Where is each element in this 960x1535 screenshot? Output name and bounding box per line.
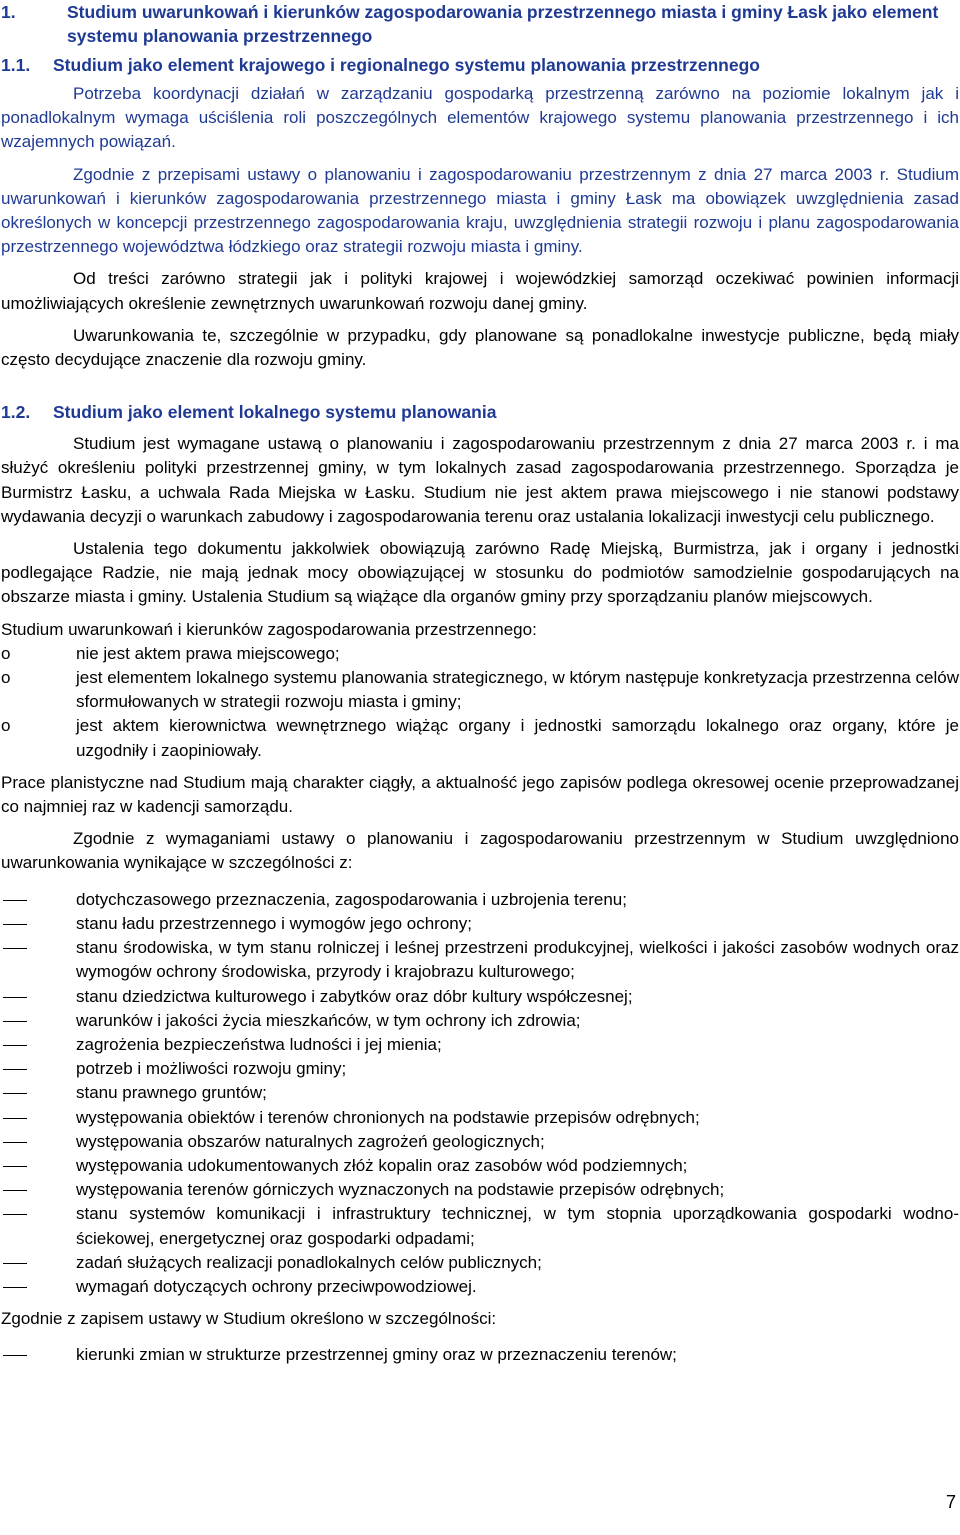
circle-bullet-icon: o bbox=[1, 668, 11, 688]
paragraph: Uwarunkowania te, szczególnie w przypadku, gdy planowane są ponadlokalne inwestycje publiczne, będą miały często decydujące znaczenie dla rozwoju gminy. bbox=[1, 325, 959, 370]
dash-bullet-icon bbox=[1, 936, 76, 984]
paragraph: Zgodnie z wymaganiami ustawy o planowaniu i zagospodarowaniu przestrzennym w Studium uwzględniono uwarunkowania wynikające w szczególności z: bbox=[1, 829, 959, 873]
list-item: stanu ładu przestrzennego i wymogów jego ochrony; bbox=[1, 912, 959, 936]
dash-bullet-icon bbox=[1, 985, 76, 1009]
dash-list-2 bbox=[1, 1343, 959, 1367]
heading-number: 1.1. bbox=[1, 55, 31, 75]
dash-bullet-icon bbox=[1, 1057, 76, 1081]
list-intro: Studium uwarunkowań i kierunków zagospodarowania przestrzennego: bbox=[1, 619, 537, 639]
list-item: potrzeb i możliwości rozwoju gminy; bbox=[1, 1057, 959, 1081]
list-item: o nie jest aktem prawa miejscowego; bbox=[1, 642, 959, 666]
list-item: kierunki zmian w strukturze przestrzennej gminy oraz w przeznaczeniu terenów; bbox=[1, 1343, 959, 1367]
dash-bullet-icon bbox=[1, 1343, 76, 1367]
dash-bullet-icon bbox=[1, 1202, 76, 1250]
list-item: stanu systemów komunikacji i infrastruktury technicznej, w tym stopnia uporządkowania gospodarki wodno-ściekowej, energetycznej oraz gospodarki odpadami; bbox=[1, 1202, 959, 1250]
dash-bullet-icon bbox=[1, 1275, 76, 1299]
paragraph: Od treści zarówno strategii jak i polityki krajowej i wojewódzkiej samorząd oczekiwać powinien informacji umożliwiających określenie zewnętrznych uwarunkowań rozwoju danej gminy. bbox=[1, 269, 959, 313]
dash-bullet-icon bbox=[1, 888, 76, 912]
list-item: stanu prawnego gruntów; bbox=[1, 1081, 959, 1105]
dash-bullet-icon bbox=[1, 1251, 76, 1275]
section-heading-1-2 bbox=[1, 400, 959, 424]
dash-list bbox=[1, 888, 959, 1299]
list-item: wymagań dotyczących ochrony przeciwpowodziowej. bbox=[1, 1275, 959, 1299]
dash-bullet-icon bbox=[1, 1081, 76, 1105]
paragraph: Ustalenia tego dokumentu jakkolwiek obowiązują zarówno Radę Miejską, Burmistrza, jak i organy i jednostki podlegające Radzie, nie mają jednak mocy obowiązującej w stosunku do podmiotów samodzielnie gospodarujących na obszarze miasta i gminy. Ustalenia Studium są wiążące dla organów gminy przy sporządzaniu planów miejscowych. bbox=[1, 539, 959, 607]
list-item: o jest aktem kierownictwa wewnętrznego wiążąc organy i jednostki samorządu lokalnego oraz organy, które je uzgodniły i zaopiniowały. bbox=[1, 714, 959, 762]
heading-number: 1.2. bbox=[1, 402, 31, 423]
page-number: 7 bbox=[945, 1492, 956, 1512]
list-item: zadań służących realizacji ponadlokalnych celów publicznych; bbox=[1, 1251, 959, 1275]
circle-bullet-icon: o bbox=[1, 643, 11, 663]
dash-bullet-icon bbox=[1, 1178, 76, 1202]
paragraph: Zgodnie z przepisami ustawy o planowaniu i zagospodarowaniu przestrzennym z dnia 27 marca 2003 r. Studium uwarunkowań i kierunków zagospodarowania przestrzennego miasta i gminy Łask ma obowiązek uwzględnienia zasad określonych w koncepcji przestrzennego zagospodarowania kraju, uwzględnienia strategii rozwoju i planu zagospodarowania przestrzennego województwa łódzkiego oraz strategii rozwoju miasta i gminy. bbox=[1, 164, 959, 257]
list-item: stanu środowiska, w tym stanu rolniczej i leśnej przestrzeni produkcyjnej, wielkości i jakości zasobów wodnych oraz wymogów ochrony środowiska, przyrody i krajobrazu kulturowego; bbox=[1, 936, 959, 984]
dash-bullet-icon bbox=[1, 1130, 76, 1154]
list-item: zagrożenia bezpieczeństwa ludności i jej mienia; bbox=[1, 1033, 959, 1057]
heading-text: Studium jako element krajowego i regionalnego systemu planowania przestrzennego bbox=[53, 55, 760, 75]
list-item: występowania obszarów naturalnych zagrożeń geologicznych; bbox=[1, 1130, 959, 1154]
dash-bullet-icon bbox=[1, 1154, 76, 1178]
dash-bullet-icon bbox=[1, 1033, 76, 1057]
paragraph: Potrzeba koordynacji działań w zarządzaniu gospodarką przestrzenną zarówno na poziomie lokalnym jak i ponadlokalnym wymaga uściślenia roli poszczególnych elementów krajowego systemu planowania przestrzennego i ich wzajemnych powiązań. bbox=[1, 84, 959, 152]
paragraph: Zgodnie z zapisem ustawy w Studium określono w szczególności: bbox=[1, 1309, 497, 1329]
list-item: stanu dziedzictwa kulturowego i zabytków oraz dóbr kultury współczesnej; bbox=[1, 985, 959, 1009]
list-item: występowania obiektów i terenów chronionych na podstawie przepisów odrębnych; bbox=[1, 1106, 959, 1130]
dash-bullet-icon bbox=[1, 1106, 76, 1130]
heading-text: Studium jako element lokalnego systemu planowania bbox=[53, 402, 497, 423]
list-item: dotychczasowego przeznaczenia, zagospodarowania i uzbrojenia terenu; bbox=[1, 888, 959, 912]
list-item: o jest elementem lokalnego systemu planowania strategicznego, w którym następuje konkretyzacja przestrzenna celów sformułowanych w strategii rozwoju miasta i gminy; bbox=[1, 666, 959, 714]
heading-number: 1. bbox=[1, 2, 16, 22]
section-heading-1 bbox=[1, 0, 959, 48]
section-heading-1-1 bbox=[1, 53, 959, 77]
circle-bullet-icon: o bbox=[1, 716, 11, 736]
list-item: występowania terenów górniczych wyznaczonych na podstawie przepisów odrębnych; bbox=[1, 1178, 959, 1202]
list-item: warunków i jakości życia mieszkańców, w tym ochrony ich zdrowia; bbox=[1, 1009, 959, 1033]
dash-bullet-icon bbox=[1, 912, 76, 936]
paragraph: Prace planistyczne nad Studium mają charakter ciągły, a aktualność jego zapisów podlega okresowej ocenie przeprowadzanej co najmniej raz w kadencji samorządu. bbox=[1, 772, 959, 817]
heading-text: Studium uwarunkowań i kierunków zagospodarowania przestrzennego miasta i gminy Łask jako element systemu planowania przestrzennego bbox=[67, 2, 939, 46]
paragraph: Studium jest wymagane ustawą o planowaniu i zagospodarowaniu przestrzennym z dnia 27 marca 2003 r. i ma służyć określeniu polityki przestrzennej gminy, w tym lokalnych zasad zagospodarowania przestrzennego. Sporządza je Burmistrz Łasku, a uchwala Rada Miejska w Łasku. Studium nie jest aktem prawa miejscowego i nie stanowi podstawy wydawania decyzji o warunkach zabudowy i zagospodarowania terenu oraz ustalania lokalizacji inwestycji celu publicznego. bbox=[1, 434, 959, 526]
dash-bullet-icon bbox=[1, 1009, 76, 1033]
list-item: występowania udokumentowanych złóż kopalin oraz zasobów wód podziemnych; bbox=[1, 1154, 959, 1178]
circle-list bbox=[1, 642, 959, 763]
